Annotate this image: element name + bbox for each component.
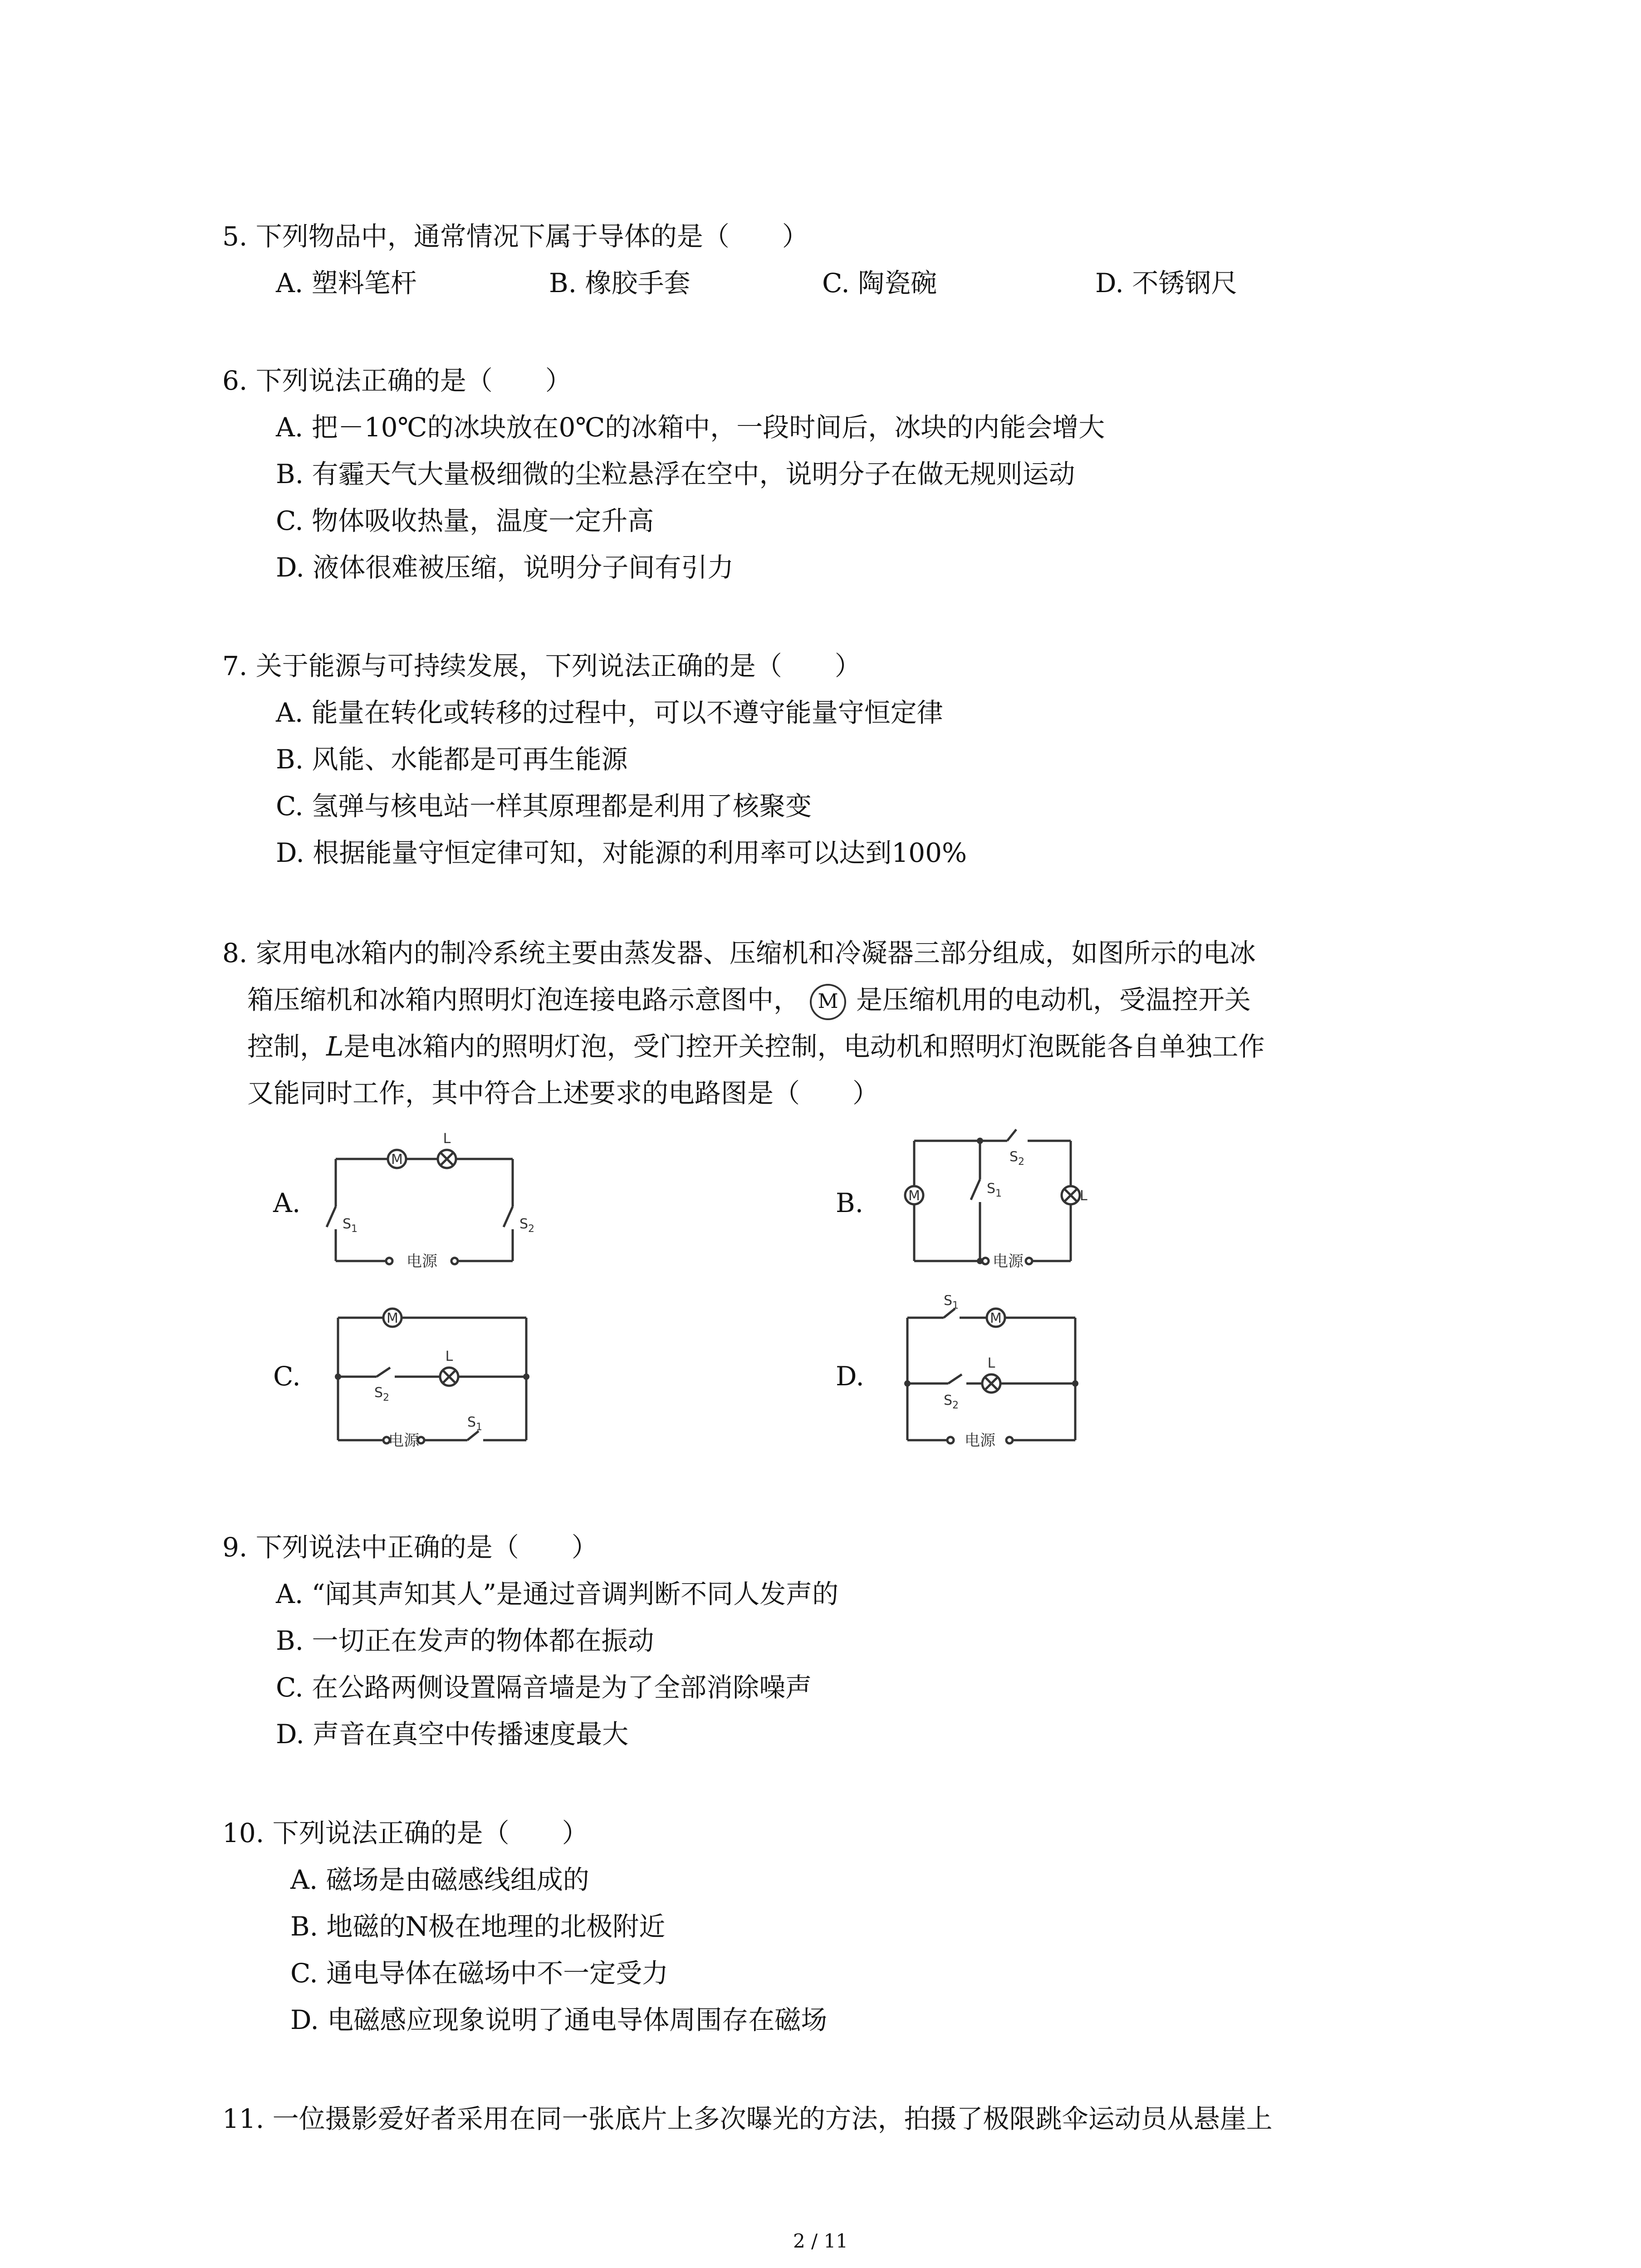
- junction-dot: [335, 1374, 341, 1380]
- junction-dot: [904, 1380, 911, 1387]
- circuit-diagram-a: [318, 1125, 554, 1279]
- figure-c-label: C.: [273, 1361, 301, 1392]
- lamp-label: L: [445, 1349, 453, 1364]
- question-6-stem: 6. 下列说法正确的是（ ）: [222, 365, 572, 396]
- motor-label: M: [990, 1310, 1002, 1326]
- power-source-label: 电源: [388, 1432, 419, 1450]
- question-5-stem: 5. 下列物品中，通常情况下属于导体的是（ ）: [222, 221, 808, 252]
- question-7: [222, 643, 967, 876]
- option-c: C. 陶瓷碗: [822, 268, 937, 298]
- option-d: D. 液体很难被压缩，说明分子间有引力: [276, 552, 734, 583]
- question-5-options: [222, 260, 1368, 307]
- figure-b-label: B.: [836, 1188, 864, 1218]
- lamp-label: L: [987, 1355, 995, 1371]
- switch-s2-label: $S_2$: [519, 1216, 535, 1235]
- switch-s1-label: $S_1$: [343, 1216, 358, 1235]
- question-7-stem: 7. 关于能源与可持续发展，下列说法正确的是（ ）: [222, 650, 861, 681]
- motor-symbol-icon: M: [810, 984, 846, 1020]
- terminal-icon: [982, 1258, 989, 1264]
- question-6: [222, 357, 1105, 591]
- option-c: C. 物体吸收热量，温度一定升高: [276, 505, 654, 536]
- page-number: 2 / 11: [793, 2230, 848, 2252]
- question-10-stem: 10. 下列说法正确的是（ ）: [222, 1818, 588, 1848]
- switch-s1-label: $S_1$: [944, 1295, 959, 1311]
- question-8-line-1: 8. 家用电冰箱内的制冷系统主要由蒸发器、压缩机和冷凝器三部分组成，如图所示的电冰: [222, 938, 1256, 968]
- lamp-label: L: [443, 1131, 451, 1147]
- question-9-stem: 9. 下列说法中正确的是（ ）: [222, 1532, 598, 1563]
- option-c: C. 在公路两侧设置隔音墙是为了全部消除噪声: [276, 1672, 812, 1703]
- option-a: A. 磁场是由磁感线组成的: [290, 1864, 589, 1895]
- switch-s2-label: $S_2$: [374, 1385, 390, 1403]
- option-b: B. 地磁的N极在地理的北极附近: [290, 1911, 666, 1942]
- question-8-line-3: 控制，L是电冰箱内的照明灯泡，受门控开关控制，电动机和照明灯泡既能各自单独工作: [247, 1031, 1265, 1062]
- terminal-icon: [386, 1258, 392, 1264]
- question-8: [222, 930, 1265, 1117]
- option-c: C. 通电导体在磁场中不一定受力: [290, 1958, 669, 1989]
- question-5: [222, 213, 1368, 307]
- motor-label: M: [391, 1152, 403, 1168]
- option-b: B. 有霾天气大量极细微的尘粒悬浮在空中，说明分子在做无规则运动: [276, 459, 1075, 489]
- lamp-label: L: [1080, 1188, 1087, 1204]
- switch-s2-label: $S_2$: [1009, 1149, 1025, 1168]
- circuit-diagram-c: [318, 1295, 554, 1458]
- question-8-line-2: 箱压缩机和冰箱内照明灯泡连接电路示意图中， M 是压缩机用的电动机，受温控开关: [222, 977, 1265, 1023]
- circuit-diagram-d: [880, 1295, 1116, 1458]
- junction-dot: [977, 1258, 983, 1264]
- question-11-stem: 11. 一位摄影爱好者采用在同一张底片上多次曝光的方法，拍摄了极限跳伞运动员从悬崖上: [222, 2103, 1273, 2134]
- option-c: C. 氢弹与核电站一样其原理都是利用了核聚变: [276, 791, 812, 821]
- option-b: B. 一切正在发声的物体都在振动: [276, 1625, 654, 1656]
- question-8-line-4: 又能同时工作，其中符合上述要求的电路图是（ ）: [247, 1078, 879, 1109]
- junction-dot: [1072, 1380, 1078, 1387]
- terminal-icon: [947, 1437, 954, 1443]
- option-b: B. 橡胶手套: [549, 268, 691, 298]
- terminal-icon: [1026, 1258, 1032, 1264]
- power-source-label: 电源: [965, 1432, 995, 1450]
- option-a: A. 把－10℃的冰块放在0℃的冰箱中，一段时间后，冰块的内能会增大: [276, 412, 1105, 443]
- motor-label: M: [387, 1310, 398, 1326]
- junction-dot: [977, 1138, 983, 1144]
- option-d: D. 不锈钢尺: [1095, 268, 1238, 298]
- circuit-diagram-b: [880, 1120, 1116, 1284]
- option-d: D. 声音在真空中传播速度最大: [276, 1719, 629, 1750]
- question-10: [222, 1810, 827, 2043]
- switch-s1-label: $S_1$: [987, 1181, 1002, 1199]
- power-source-label: 电源: [407, 1252, 437, 1271]
- motor-label: M: [908, 1188, 920, 1204]
- question-11: [222, 2096, 1273, 2142]
- power-source-label: 电源: [993, 1252, 1024, 1271]
- option-d: D. 根据能量守恒定律可知，对能源的利用率可以达到100%: [276, 837, 967, 868]
- option-a: A. 塑料笔杆: [276, 268, 417, 298]
- switch-s1-label: $S_1$: [467, 1414, 483, 1433]
- switch-s2-label: $S_2$: [944, 1393, 959, 1411]
- option-a: A. 能量在转化或转移的过程中，可以不遵守能量守恒定律: [276, 697, 943, 728]
- option-d: D. 电磁感应现象说明了通电导体周围存在磁场: [290, 2004, 828, 2035]
- option-a: A. “闻其声知其人”是通过音调判断不同人发声的: [276, 1579, 839, 1609]
- figure-d-label: D.: [836, 1361, 864, 1392]
- figure-a-label: A.: [273, 1188, 301, 1218]
- question-9: [222, 1524, 838, 1758]
- option-b: B. 风能、水能都是可再生能源: [276, 744, 628, 775]
- terminal-icon: [451, 1258, 458, 1264]
- junction-dot: [523, 1374, 529, 1380]
- terminal-icon: [1006, 1437, 1013, 1443]
